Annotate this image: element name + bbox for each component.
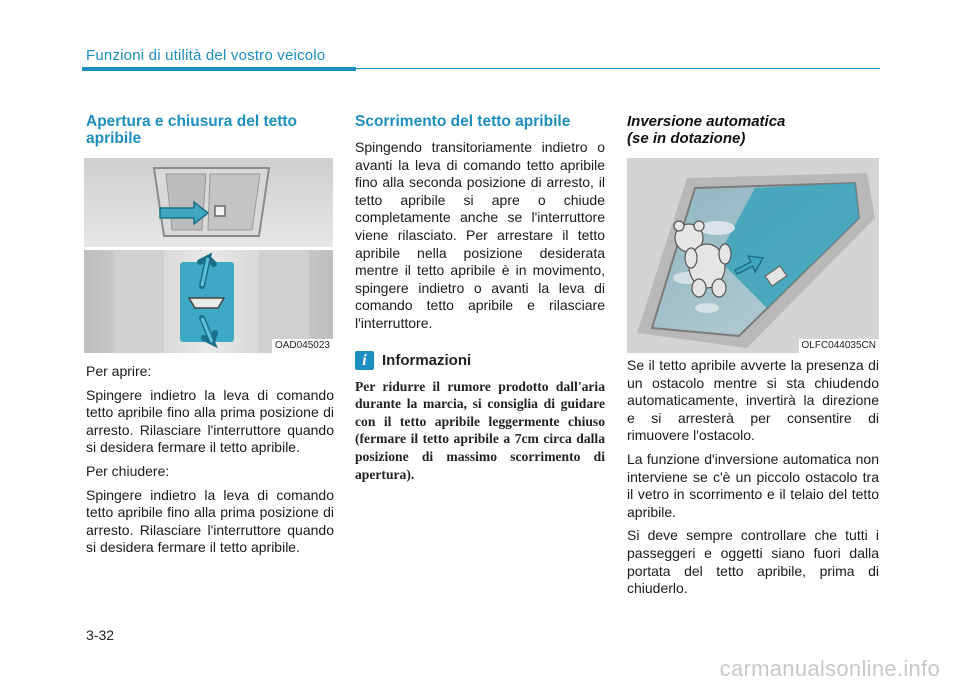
sunroof-switch-drawing <box>84 158 333 353</box>
paragraph: La funzione d'inversione automatica non interviene se c'è un piccolo ostacolo tra il vetro in scorrimento e il telaio del tetto apribile. <box>627 450 879 520</box>
paragraph: Spingere indietro la leva di comando tetto apribile fino alla prima posizione di arresto. Rilasciare l'interruttore quando si desidera fermare il tetto apribile. <box>86 386 334 456</box>
paragraph: Spingere indietro la leva di comando tetto apribile fino alla prima posizione di arresto. Rilasciare l'interruttore quando si desidera fermare il tetto apribile. <box>86 486 334 556</box>
paragraph: Spingendo transitoriamente indietro o avanti la leva di comando tetto apribile fino alla seconda posizione di arresto, il tetto apribile si apre o chiude completamente anche se l'interruttore viene rilasciato. Per arrestare il tetto apribile nella posizione desiderata mentre il tetto apribile è in movimento, spingere indietro o avanti la leva di comando tetto apribile e rilasciare l'interruttore. <box>355 139 605 331</box>
watermark: carmanualsonline.info <box>719 656 940 681</box>
info-icon: i <box>355 351 374 370</box>
header-rule-thin <box>356 68 880 69</box>
paragraph: Se il tetto apribile avverte la presenza di un ostacolo mentre si sta chiudendo automaticamente, invertirà la direzione e si arresterà per consentire di rimuovere l'ostacolo. <box>627 357 879 444</box>
image-code: OAD045023 <box>272 339 333 353</box>
auto-reverse-drawing <box>627 158 879 353</box>
section-header-title: Funzioni di utilità del vostro veicolo <box>86 47 326 64</box>
heading-inversione-sub: (se in dotazione) <box>627 130 746 147</box>
column-3-text <box>627 357 879 604</box>
column-1 <box>86 113 334 147</box>
page-number: 3-32 <box>86 627 115 643</box>
info-text: Per ridurre il rumore prodotto dall'aria durante la marcia, si consiglia di guidare con il tetto apribile leggermente chiuso (fermare il tetto apribile a 7cm circa dalla posizione di massimo scorrimento di apertura). <box>355 378 605 482</box>
info-box-header <box>355 351 605 370</box>
heading-scorrimento: Scorrimento del tetto apribile <box>355 113 571 130</box>
column-2 <box>355 113 605 483</box>
heading-apertura: Apertura e chiusura del tetto apribile <box>86 113 298 147</box>
image-code: OLFC044035CN <box>799 339 879 353</box>
header-rule <box>82 67 356 71</box>
column-1-text <box>86 363 334 563</box>
info-title: Informazioni <box>382 351 472 369</box>
sunroof-switch-illustration <box>84 158 333 353</box>
paragraph: Per aprire: <box>86 363 152 379</box>
paragraph: Si deve sempre controllare che tutti i passeggeri e oggetti siano fuori dalla portata del tetto apribile, prima di chiuderlo. <box>627 527 879 597</box>
heading-inversione: Inversione automatica <box>627 113 786 130</box>
auto-reverse-illustration <box>627 158 879 353</box>
column-3 <box>627 113 879 147</box>
paragraph: Per chiudere: <box>86 462 170 479</box>
